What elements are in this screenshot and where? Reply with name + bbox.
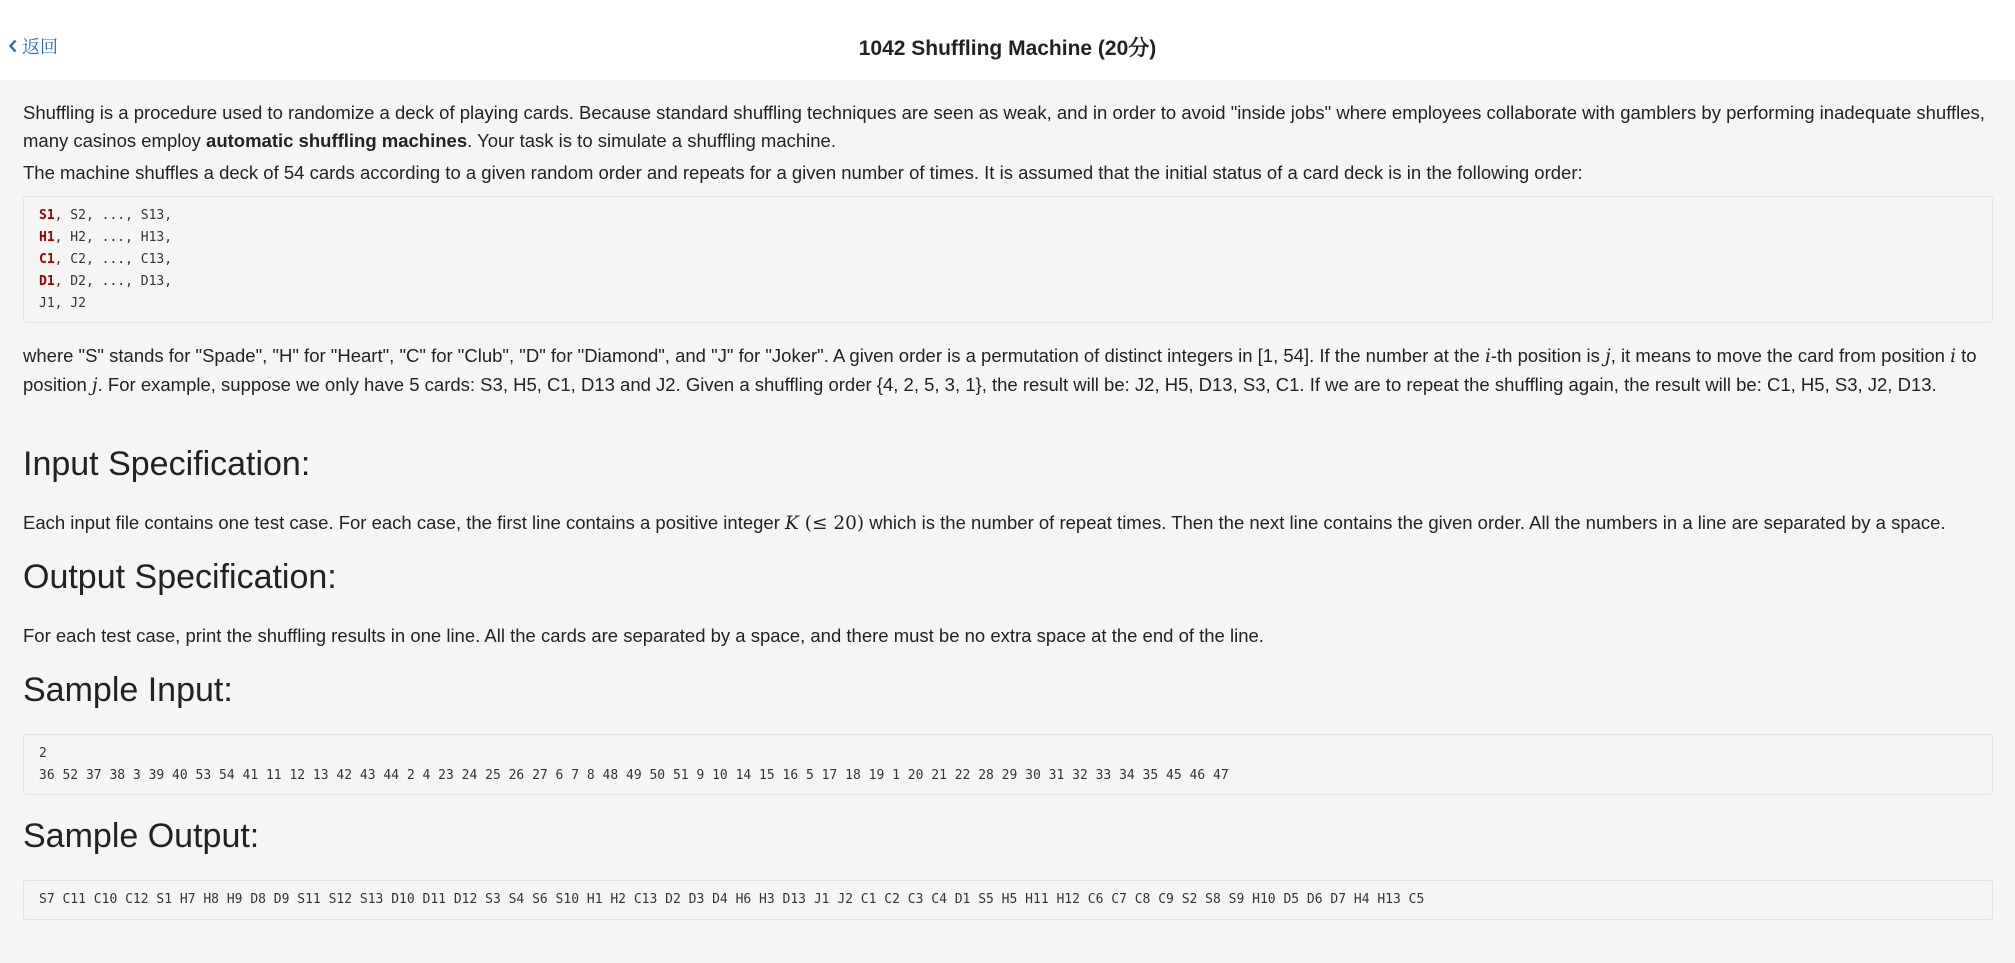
page-title: 1042 Shuffling Machine (20分) bbox=[858, 37, 1157, 60]
intro-paragraph-1: Shuffling is a procedure used to randomize a deck of playing cards. Because standard shuffling techniques are seen as weak, and in order to avoid "inside jobs" where employees collaborate with gamblers by performing inadequate shuffles, many casinos employ automatic shuffling machines. Your task is to simulate a shuffling machine. bbox=[23, 102, 1985, 151]
output-spec-heading: Output Specification: bbox=[23, 558, 337, 596]
top-bar bbox=[0, 0, 2015, 80]
sample-output-heading: Sample Output: bbox=[23, 817, 260, 855]
back-label: 返回 bbox=[22, 37, 58, 57]
sample-output-code-block[interactable]: S7 C11 C10 C12 S1 H7 H8 H9 D8 D9 S11 S12 S13 D10 D11 D12 S3 S4 S6 S10 H1 H2 C13 D2 D3 D4 H6 H3 D13 J1 J2 C1 C2 C3 C4 D1 S5 H5 H11 H12 C6 C7 C8 C9 S2 S8 S9 H10 D5 D6 D7 H4 H13 C5 bbox=[23, 880, 1993, 920]
deck-order-code-block: S1, S2, ..., S13, H1, H2, ..., H13, C1, C2, ..., C13, D1, D2, ..., D13, J1, J2 bbox=[23, 196, 1993, 323]
sample-input-heading: Sample Input: bbox=[23, 671, 233, 709]
sample-input-code-block[interactable]: 2 36 52 37 38 3 39 40 53 54 41 11 12 13 42 43 44 2 4 23 24 25 26 27 6 7 8 48 49 50 51 9 10 14 15 16 5 17 18 19 1 20 21 22 28 29 30 31 32 33 34 35 45 46 47 bbox=[23, 734, 1993, 795]
input-spec-text: Each input file contains one test case. For each case, the first line contains a positive integer K (≤ 20) which is the number of repeat times. Then the next line contains the given order. All the numbers in a line are separated by a space. bbox=[23, 512, 1946, 534]
bold-phrase: automatic shuffling machines bbox=[206, 130, 468, 151]
output-spec-text: For each test case, print the shuffling results in one line. All the cards are separated by a space, and there must be no extra space at the end of the line. bbox=[23, 625, 1264, 646]
input-spec-heading: Input Specification: bbox=[23, 445, 311, 483]
problem-content bbox=[0, 80, 2015, 963]
intro-paragraph-2: The machine shuffles a deck of 54 cards according to a given random order and repeats for a given number of times. It is assumed that the initial status of a card deck is in the following order: bbox=[23, 162, 1583, 183]
explanation-paragraph: where "S" stands for "Spade", "H" for "Heart", "C" for "Club", "D" for "Diamond", and "J" for "Joker". A given order is a permutation of distinct integers in [1, 54]. If the number at the i-th position is j, it means to move the card from position i to position j. For example, suppose we only have 5 cards: S3, H5, C1, D13 and J2. Given a shuffling order {4, 2, 5, 3, 1}, the result will be: J2, H5, D13, S3, C1. If we are to repeat the shuffling again, the result will be: C1, H5, S3, J2, D13. bbox=[23, 345, 1977, 396]
